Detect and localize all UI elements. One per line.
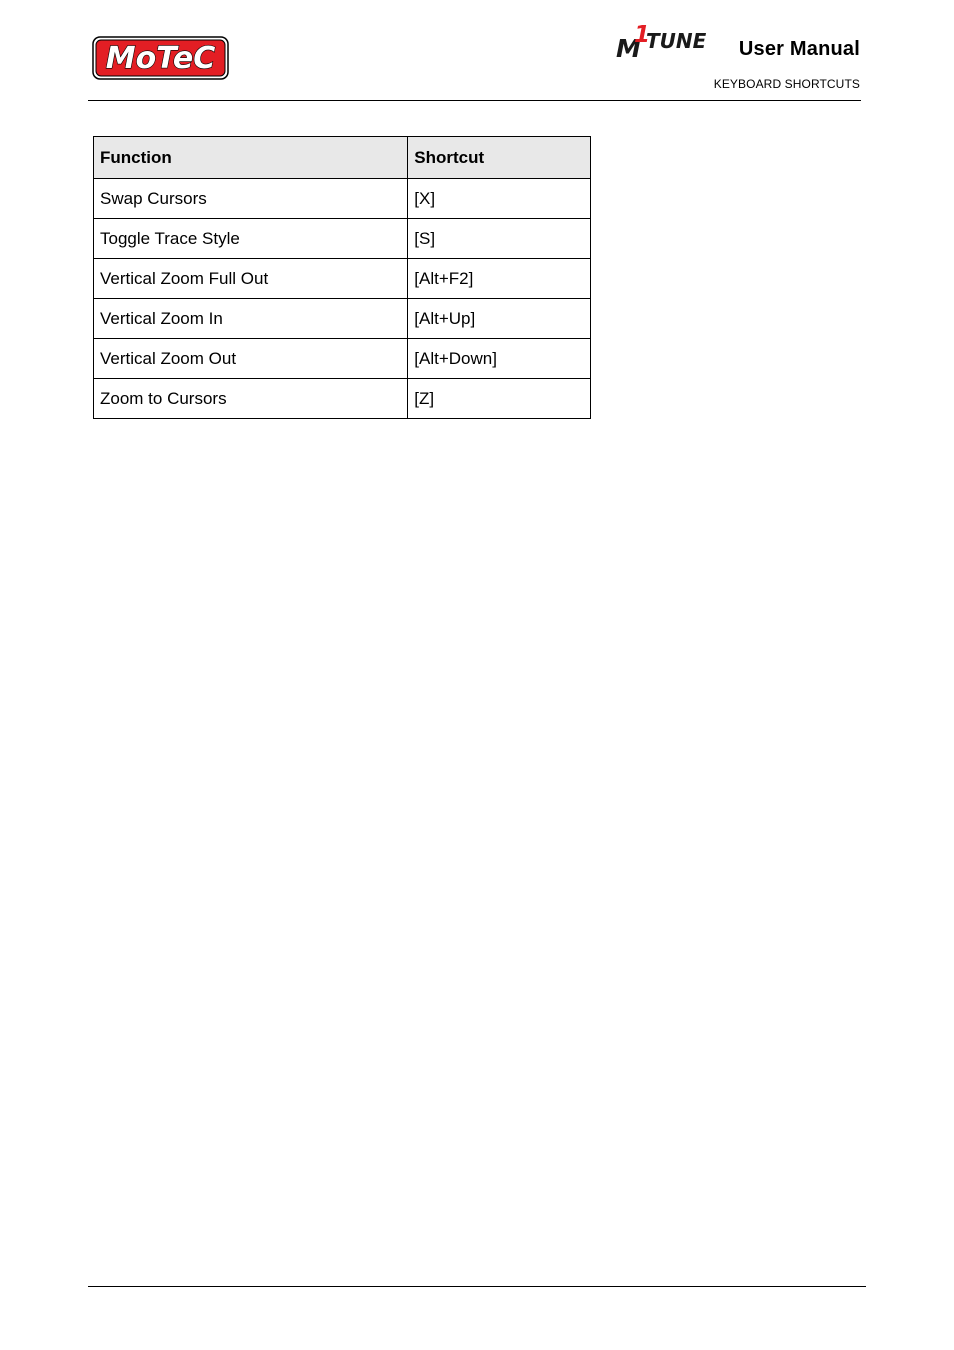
column-header-shortcut: Shortcut xyxy=(408,137,591,179)
motec-logo xyxy=(92,36,229,80)
function-cell: Vertical Zoom In xyxy=(94,299,408,339)
function-cell: Vertical Zoom Out xyxy=(94,339,408,379)
shortcut-cell: [Alt+F2] xyxy=(408,259,591,299)
table-row xyxy=(94,299,591,339)
m1-tune-logo-digit: 1 xyxy=(634,22,651,48)
table-header-row xyxy=(94,137,591,179)
column-header-function: Function xyxy=(94,137,408,179)
shortcut-cell: [Alt+Down] xyxy=(408,339,591,379)
shortcut-cell: [X] xyxy=(408,179,591,219)
m1-tune-logo-m: M xyxy=(616,34,641,60)
shortcut-cell: [Z] xyxy=(408,379,591,419)
table-row xyxy=(94,219,591,259)
function-cell: Vertical Zoom Full Out xyxy=(94,259,408,299)
motec-logo-text: MoTeC xyxy=(105,41,216,76)
m1-tune-logo xyxy=(616,20,708,60)
shortcut-cell: [Alt+Up] xyxy=(408,299,591,339)
section-title: KEYBOARD SHORTCUTS xyxy=(713,77,860,91)
function-cell: Swap Cursors xyxy=(94,179,408,219)
keyboard-shortcuts-table xyxy=(93,136,591,419)
manual-title: User Manual xyxy=(738,38,860,60)
function-cell: Zoom to Cursors xyxy=(94,379,408,419)
table-row xyxy=(94,259,591,299)
footer-divider xyxy=(88,1286,866,1287)
shortcut-cell: [S] xyxy=(408,219,591,259)
header-divider xyxy=(88,100,861,101)
m1-tune-logo-suffix: TUNE xyxy=(646,29,707,53)
table-row xyxy=(94,179,591,219)
function-cell: Toggle Trace Style xyxy=(94,219,408,259)
table-row xyxy=(94,339,591,379)
table-row xyxy=(94,379,591,419)
